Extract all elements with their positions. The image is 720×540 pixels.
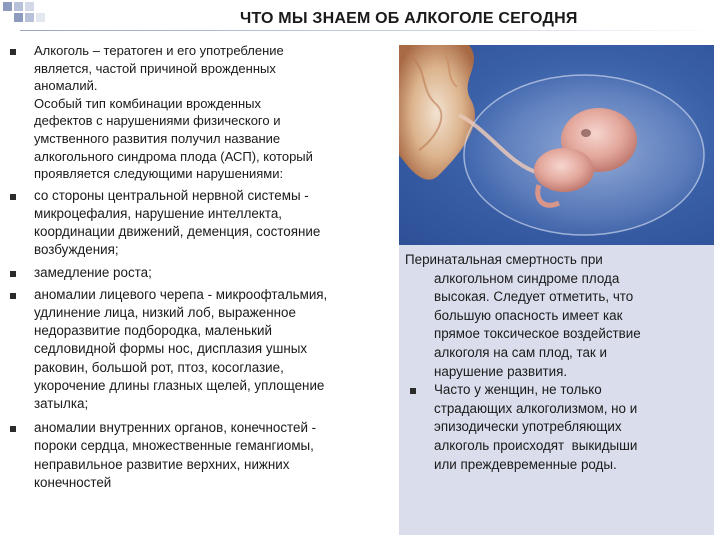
slide-title: ЧТО МЫ ЗНАЕМ ОБ АЛКОГОЛЕ СЕГОДНЯ [240, 10, 578, 27]
item-text-line: аномалии лицевого черепа - микроофтальмия, [34, 286, 328, 302]
title-underline [20, 30, 720, 31]
square-bullet-icon [10, 293, 16, 299]
item-text-line: эпизодически употребляющих [434, 419, 622, 435]
left-bullet-list [8, 40, 388, 492]
item-text-line: координации движений, деменция, состояние [34, 224, 321, 240]
item-text-line: замедление роста; [34, 264, 152, 280]
list-item [405, 381, 710, 474]
fetus-in-amniotic-sac-image [399, 45, 714, 245]
item-text-line: недоразвитие подбородка, маленький [34, 323, 272, 339]
list-item [8, 419, 388, 492]
item-text-line: или преждевременные роды. [434, 456, 617, 472]
list-item [8, 264, 388, 282]
list-item [8, 286, 388, 413]
item-text-line: дефектов с нарушениями физического и [34, 113, 281, 129]
item-text-line: алкогольного синдрома плода (АСП), который [34, 148, 313, 164]
item-text-line: затылка; [34, 395, 89, 411]
item-text-line: раковин, большой рот, птоз, косоглазие, [34, 359, 284, 375]
paragraph-line: алкогольном синдроме плода [434, 270, 620, 286]
item-text-line: является, частой причиной врожденных [34, 60, 276, 76]
item-text-line: седловидной формы нос, дисплазия ушных [34, 341, 308, 357]
item-text-line: микроцефалия, нарушение интеллекта, [34, 205, 283, 221]
list-item [8, 42, 388, 183]
paragraph-line: алкоголя на сам плод, так и [434, 344, 607, 360]
item-text-line: Алкоголь – тератоген и его употребление [34, 43, 284, 58]
item-text-line: страдающих алкоголизмом, но и [434, 400, 638, 416]
right-text-block [405, 251, 710, 474]
item-text-line: аномалий. [34, 78, 98, 94]
item-text-line: умственного развития получил название [34, 130, 281, 146]
paragraph-line: нарушение развития. [434, 363, 568, 379]
item-text-line: неправильное развитие верхних, нижних [34, 456, 290, 472]
item-text-line: алкоголь происходят выкидыши [434, 437, 638, 453]
square-bullet-icon [10, 271, 16, 277]
square-bullet-icon [10, 194, 16, 200]
item-text-line: возбуждения; [34, 242, 119, 258]
item-text-line: со стороны центральной нервной системы - [34, 187, 309, 203]
paragraph-line: прямое токсическое воздействие [434, 326, 641, 342]
paragraph-line: высокая. Следует отметить, что [434, 289, 634, 305]
item-text-line: аномалии внутренних органов, конечностей - [34, 420, 317, 436]
square-bullet-icon [410, 388, 416, 394]
square-bullet-icon [10, 426, 16, 432]
list-item [8, 187, 388, 260]
item-text-line: Особый тип комбинации врожденных [34, 95, 262, 111]
square-bullet-icon [10, 49, 16, 55]
item-text-line: конечностей [34, 474, 112, 490]
item-text-line: пороки сердца, множественные гемангиомы, [34, 438, 314, 454]
item-text-line: укорочение длины глазных щелей, уплощение [34, 377, 325, 393]
corner-decoration [0, 0, 60, 30]
paragraph-first-line: Перинатальная смертность при [405, 252, 603, 267]
item-text-line: удлинение лица, низкий лоб, выраженное [34, 304, 296, 320]
item-text-line: проявляется следующими нарушениями: [34, 166, 284, 182]
paragraph-line: большую опасность имеет как [434, 307, 623, 323]
item-text-line: Часто у женщин, не только [434, 382, 602, 398]
